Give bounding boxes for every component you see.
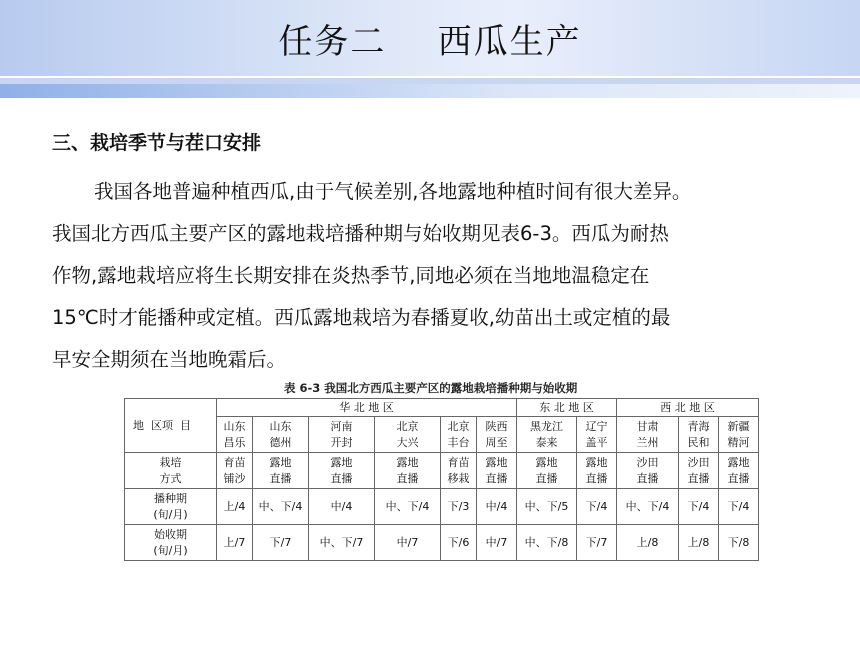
header-accent-bar [0,84,860,98]
table-cell: 下/7 [253,525,309,561]
section-heading: 三、栽培季节与茬口安排 [52,132,262,154]
place-header: 青海 民和 [679,417,719,453]
table-cell: 下/4 [577,489,617,525]
place-header: 北京 丰台 [441,417,477,453]
table-cell: 育苗 铺沙 [217,453,253,489]
paragraph-line: 早安全期须在当地晚霜后。 [52,348,287,371]
table-cell: 育苗 移栽 [441,453,477,489]
place-header: 甘肃 兰州 [617,417,679,453]
region-header: 西 北 地 区 [617,399,759,417]
table-cell: 中、下/4 [617,489,679,525]
region-header: 东 北 地 区 [517,399,617,417]
table-cell: 中、下/4 [375,489,441,525]
table-cell: 下/6 [441,525,477,561]
table-corner-cell: 地 区项 目 [125,399,217,453]
table-row [125,525,759,561]
place-header: 北京 大兴 [375,417,441,453]
table-cell: 中、下/7 [309,525,375,561]
table-cell: 上/4 [217,489,253,525]
table-cell: 露地 直播 [719,453,759,489]
table-cell: 中、下/5 [517,489,577,525]
table-cell: 下/7 [577,525,617,561]
table-cell: 露地 直播 [253,453,309,489]
place-header: 辽宁 盖平 [577,417,617,453]
region-header: 华 北 地 区 [217,399,517,417]
table-cell: 中/7 [375,525,441,561]
table-cell: 上/7 [217,525,253,561]
body-paragraph [52,171,822,381]
slide-title: 任务二 西瓜生产 [278,22,582,62]
paragraph-line: 15℃时才能播种或定植。西瓜露地栽培为春播夏收,幼苗出土或定植的最 [52,306,671,329]
table-cell: 沙田 直播 [617,453,679,489]
table-row [125,489,759,525]
table-cell: 上/8 [679,525,719,561]
paragraph-line: 我国北方西瓜主要产区的露地栽培播种期与始收期见表6-3。西瓜为耐热 [52,222,669,245]
table-cell: 上/8 [617,525,679,561]
row-label: 栽培 方式 [125,453,217,489]
paragraph-line: 我国各地普遍种植西瓜,由于气候差别,各地露地种植时间有很大差异。 [94,180,692,203]
table-cell: 中/4 [477,489,517,525]
place-header: 新疆 精河 [719,417,759,453]
table-cell: 沙田 直播 [679,453,719,489]
paragraph-line: 作物,露地栽培应将生长期安排在炎热季节,同地必须在当地地温稳定在 [52,264,650,287]
row-label: 始收期 (旬/月) [125,525,217,561]
table-cell: 下/3 [441,489,477,525]
row-label: 播种期 (旬/月) [125,489,217,525]
table-cell: 中、下/4 [253,489,309,525]
table-cell: 中、下/8 [517,525,577,561]
table-cell: 露地 直播 [375,453,441,489]
region-header-row [125,399,759,417]
place-header: 山东 德州 [253,417,309,453]
table-cell: 下/8 [719,525,759,561]
planting-schedule-table [124,398,759,561]
place-header: 黑龙江 泰来 [517,417,577,453]
place-header: 山东 昌乐 [217,417,253,453]
table-cell: 中/7 [477,525,517,561]
table-cell: 露地 直播 [477,453,517,489]
table-caption: 表 6-3 我国北方西瓜主要产区的露地栽培播种期与始收期 [284,381,578,395]
table-cell: 露地 直播 [309,453,375,489]
table-cell: 下/4 [679,489,719,525]
table-cell: 露地 直播 [577,453,617,489]
place-header-row [125,417,759,453]
place-header: 河南 开封 [309,417,375,453]
table-cell: 下/4 [719,489,759,525]
table-cell: 露地 直播 [517,453,577,489]
table-cell: 中/4 [309,489,375,525]
place-header: 陕西 周至 [477,417,517,453]
table-row [125,453,759,489]
